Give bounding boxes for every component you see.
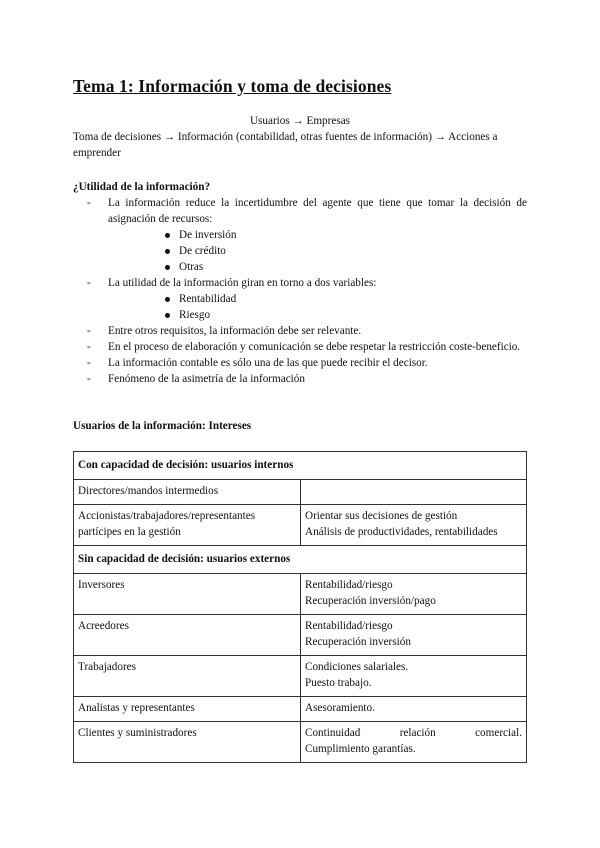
variables-list: [108, 291, 527, 323]
user-cell: Acreedores: [74, 615, 301, 656]
table-section-header: [74, 546, 527, 574]
utility-list: [73, 195, 527, 387]
internal-users-header: Con capacidad de decisión: usuarios internos: [74, 452, 527, 480]
interest-cell: Continuidad relación comercial. Cumplimiento garantías.: [301, 722, 527, 763]
list-item: Otras: [108, 259, 527, 275]
user-cell: Inversores: [74, 574, 301, 615]
list-item: - Fenómeno de la asimetría de la información: [73, 371, 527, 387]
user-cell: Analistas y representantes: [74, 697, 301, 722]
interest-cell: [301, 480, 527, 505]
list-item: De inversión: [108, 227, 527, 243]
table-section-header: [74, 452, 527, 480]
external-users-header: Sin capacidad de decisión: usuarios externos: [74, 546, 527, 574]
table-row: [74, 656, 527, 697]
decision-type-list: [108, 227, 527, 275]
table-row: [74, 615, 527, 656]
list-item: De crédito: [108, 243, 527, 259]
page-title: Tema 1: Información y toma de decisiones: [73, 76, 392, 96]
interest-cell: Rentabilidad/riesgo Recuperación inversión: [301, 615, 527, 656]
list-item: - Entre otros requisitos, la información debe ser relevante.: [73, 323, 527, 339]
users-heading: Usuarios de la información: Intereses: [73, 420, 252, 432]
list-item: Rentabilidad: [108, 291, 527, 307]
list-item: - En el proceso de elaboración y comunicación se debe respetar la restricción coste-beneficio.: [73, 339, 527, 355]
list-item: - La información contable es sólo una de las que puede recibir el decisor.: [73, 355, 527, 371]
table-row: [74, 574, 527, 615]
user-cell: Directores/mandos intermedios: [74, 480, 301, 505]
list-item: - La información reduce la incertidumbre del agente que tiene que tomar la decisión de asignación de recursos: De inversión De crédito Otras: [73, 195, 527, 275]
user-cell: Accionistas/trabajadores/representantes partícipes en la gestión: [74, 505, 301, 546]
interest-cell: Rentabilidad/riesgo Recuperación inversión/pago: [301, 574, 527, 615]
user-cell: Clientes y suministradores: [74, 722, 301, 763]
users-interests-table: [73, 451, 527, 763]
intro-users-line: Usuarios → Empresas: [249, 115, 351, 127]
user-cell: Trabajadores: [74, 656, 301, 697]
table-row: [74, 505, 527, 546]
intro-flow: [73, 129, 527, 161]
table-row: [74, 697, 527, 722]
interest-cell: Asesoramiento.: [301, 697, 527, 722]
interest-cell: Condiciones salariales. Puesto trabajo.: [301, 656, 527, 697]
list-item: Riesgo: [108, 307, 527, 323]
intro-decision-line: Toma de decisiones → Información (contabilidad, otras fuentes de información) → Acciones a emprender: [73, 131, 498, 159]
table-row: [74, 480, 527, 505]
list-item: - La utilidad de la información giran en torno a dos variables: Rentabilidad Riesgo: [73, 275, 527, 323]
interest-cell: Orientar sus decisiones de gestión Análisis de productividades, rentabilidades: [301, 505, 527, 546]
table-row: [74, 722, 527, 763]
utility-heading: ¿Utilidad de la información?: [73, 181, 211, 193]
